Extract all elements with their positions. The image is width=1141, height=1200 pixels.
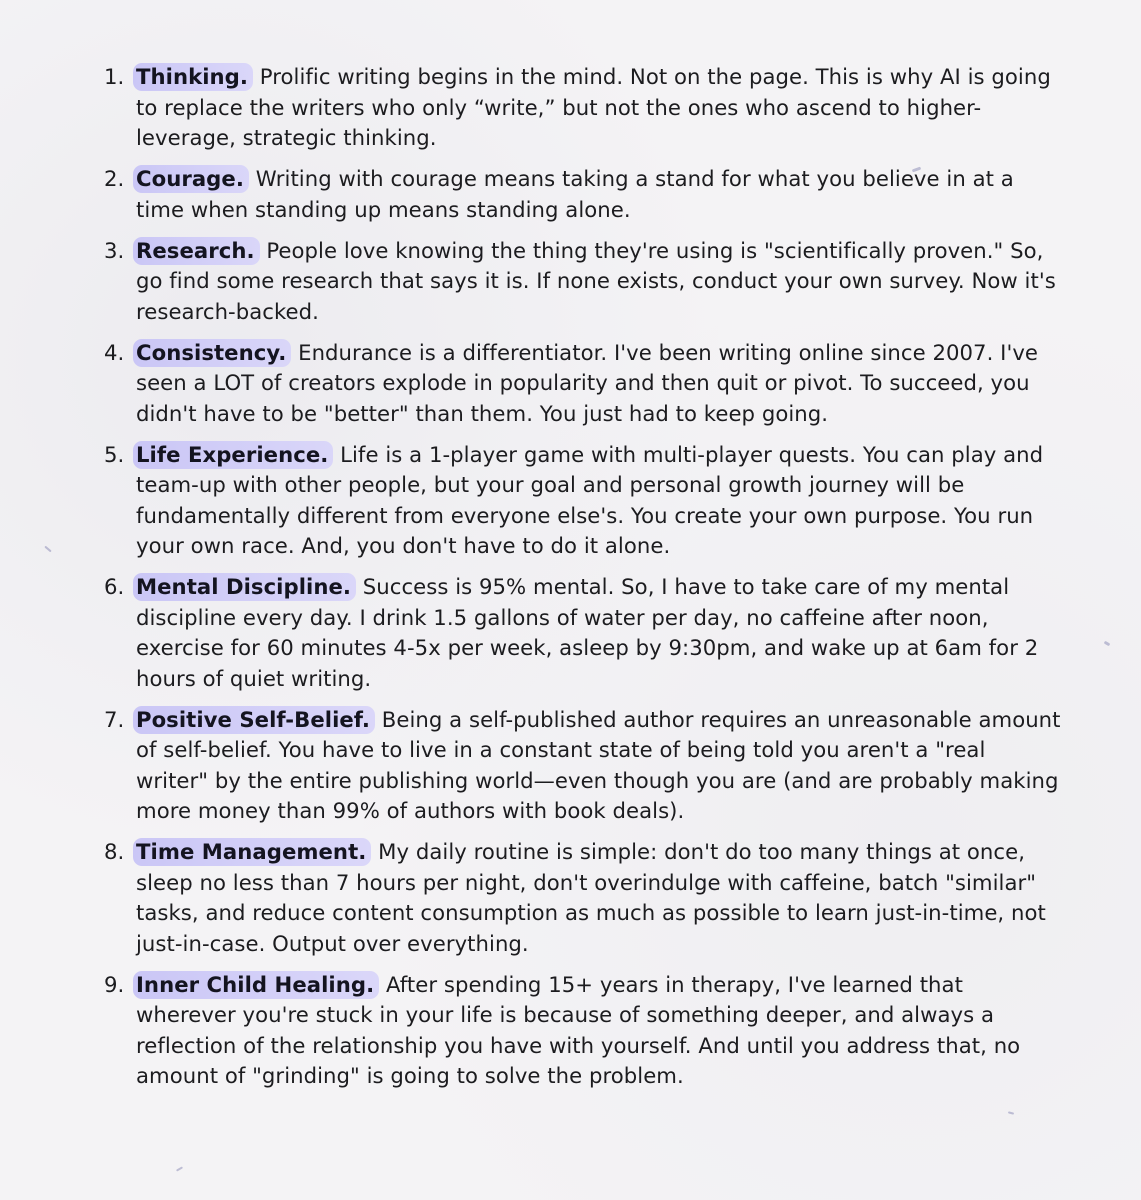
item-number: 6. [104, 574, 125, 599]
item-term: Time Management. [133, 838, 371, 866]
item-term: Thinking. [133, 63, 253, 91]
item-term: Life Experience. [133, 441, 333, 469]
item-text: Writing with courage means taking a stand for what you believe in at a time when standing up means standing alone. [136, 166, 1014, 222]
item-text: Endurance is a differentiator. I've been writing online since 2007. I've seen a LOT of creators explode in popularity and then quit or pivot. To succeed, you didn't have to be "better" than them. You just had to keep going. [136, 339, 1038, 426]
paper-speck [44, 546, 51, 553]
item-number: 7. [104, 706, 125, 732]
item-number: 2. [104, 166, 125, 191]
paper-speck [1104, 641, 1111, 647]
item-term: Consistency. [133, 339, 291, 367]
item-text: My daily routine is simple: don't do too many things at once, sleep no less than 7 hours per night, don't overindulge with caffeine, batch "similar" tasks, and reduce content consumption as much as possible to learn just-in-time, not just-in-case. Output over everything. [136, 839, 1046, 956]
list-item [104, 338, 1064, 430]
list-item [104, 837, 1064, 959]
numbered-list [104, 62, 1064, 1102]
paper-speck [1008, 1111, 1014, 1114]
list-item [104, 164, 1064, 225]
list-item [104, 970, 1064, 1092]
list-item [104, 440, 1064, 562]
item-number: 1. [104, 64, 125, 89]
item-term: Mental Discipline. [133, 573, 356, 601]
item-number: 5. [104, 441, 125, 467]
item-text: Success is 95% mental. So, I have to take care of my mental discipline every day. I drink 1.5 gallons of water per day, no caffeine after noon, exercise for 60 minutes 4-5x per week, asleep by 9:30pm, and wake up at 6am for 2 hours of quiet writing. [136, 574, 1039, 691]
item-term: Courage. [133, 165, 249, 193]
item-text: Prolific writing begins in the mind. Not on the page. This is why AI is going to replace the writers who only “write,” but not the ones who ascend to higher-leverage, strategic thinking. [136, 64, 1051, 150]
list-item [104, 705, 1064, 827]
item-term: Positive Self-Belief. [133, 706, 375, 734]
list-item [104, 572, 1064, 694]
item-term: Research. [133, 237, 260, 265]
item-number: 8. [104, 839, 125, 864]
list-item [104, 236, 1064, 328]
item-text: Life is a 1-player game with multi-player quests. You can play and team-up with other people, but your goal and personal growth journey will be fundamentally different from everyone else's. You create your own purpose. You run your own race. And, you don't have to do it alone. [136, 441, 1044, 558]
item-text: After spending 15+ years in therapy, I've learned that wherever you're stuck in your life is because of something deeper, and always a reflection of the relationship you have with yourself. And until you address that, no amount of "grinding" is going to solve the problem. [136, 971, 1021, 1088]
item-text: People love knowing the thing they're using is "scientifically proven." So, go find some research that says it is. If none exists, conduct your own survey. Now it's research-backed. [136, 237, 1056, 324]
paper-speck [176, 1166, 183, 1171]
item-term: Inner Child Healing. [133, 971, 379, 999]
item-text: Being a self-published author requires an unreasonable amount of self-belief. You have to live in a constant state of being told you aren't a "real writer" by the entire publishing world—even though you are (and are probably making more money than 99% of authors with book deals). [136, 706, 1061, 823]
item-number: 3. [104, 237, 125, 263]
list-item [104, 62, 1064, 154]
item-number: 4. [104, 339, 125, 365]
item-number: 9. [104, 971, 125, 997]
